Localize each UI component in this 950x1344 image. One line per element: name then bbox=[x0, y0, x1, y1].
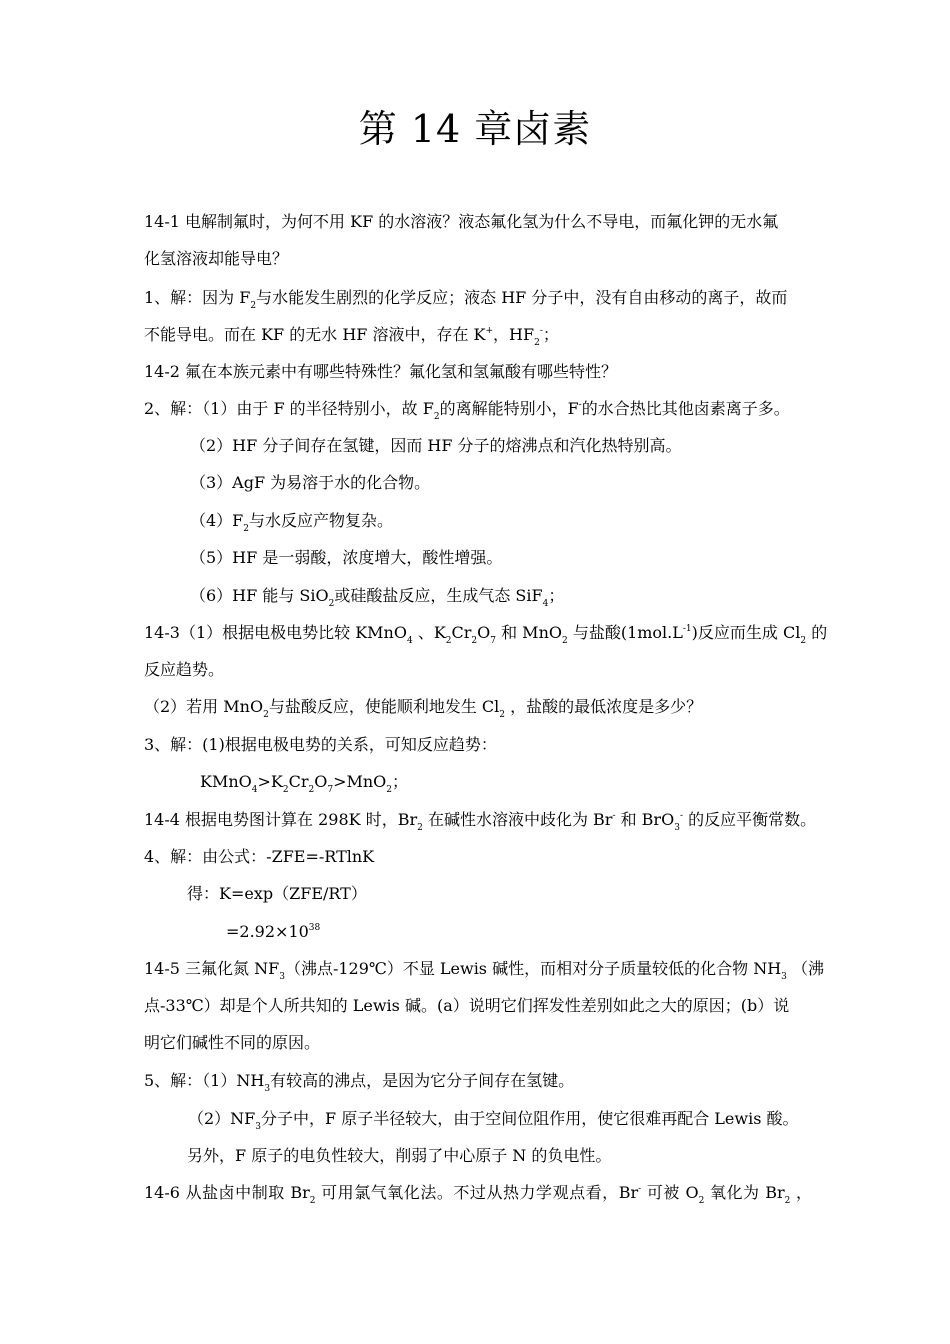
question-14-4: 14-4 根据电势图计算在 298K 时，$Br_2$ 在碱性水溶液中歧化为 Br- 和 BrO$_3$- 的反应平衡常数。 bbox=[144, 810, 817, 833]
answer-5-line-2: $(2)NF_3$分子中，F 原子半径较大，由于空间位阻作用，使它很难再配合 Lewis 酸。 bbox=[188, 1109, 799, 1132]
question-14-3-part-2: （2）若用 MnO$_2$与盐酸反应，使能顺利地发生 $Cl_2$ ，盐酸的最低浓度是多少？ bbox=[144, 697, 703, 720]
answer-2-item-3: （3）AgF 为易溶于水的化合物。 bbox=[190, 473, 431, 492]
answer-1-line-2: 不能导电。而在 KF 的无水 HF 溶液中，存在 K+，$HF_2^-$； bbox=[144, 325, 559, 348]
question-14-5-line-2: 点-33℃）却是个人所共知的 Lewis 碱。(a）说明它们挥发性差别如此之大的原因；(b）说 bbox=[144, 996, 790, 1015]
answer-3-line-1: 3、解：(1)根据电极电势的关系，可知反应趋势： bbox=[144, 735, 497, 754]
answer-5-line-3: 另外，F 原子的电负性较大，削弱了中心原子 N 的负电性。 bbox=[187, 1146, 612, 1165]
answer-2-item-6: （6）HF 能与 SiO$_2$或硅酸盐反应，生成气态 SiF$_4$； bbox=[190, 586, 565, 609]
question-14-2: 14-2 氟在本族元素中有哪些特殊性？氟化氢和氢氟酸有哪些特性？ bbox=[144, 362, 618, 381]
answer-4-line-3: $=2.92\times 10^{38}$ bbox=[226, 922, 321, 941]
answer-2-line-1: 2、解：（1）由于 F 的半径特别小，故 $F_2$的离解能特别小，F-的水合热比其他卤素离子多。 bbox=[144, 399, 790, 422]
chapter-title: 第 14 章卤素 bbox=[358, 107, 592, 151]
question-14-1-line-2: 化氢溶液却能导电？ bbox=[144, 249, 289, 268]
question-14-6-line-1: 14-6 从盐卤中制取 $Br_2$ 可用氯气氧化法。不过从热力学观点看，Br- 可被 $O_2$ 氧化为 $Br_2$ ， bbox=[144, 1183, 812, 1206]
question-14-3-line-2: 反应趋势。 bbox=[144, 660, 225, 679]
answer-2-item-2: （2）HF 分子间存在氢键，因而 HF 分子的熔沸点和汽化热特别高。 bbox=[190, 436, 682, 455]
answer-2-item-5: （5）HF 是一弱酸，浓度增大，酸性增强。 bbox=[190, 548, 503, 567]
answer-5-line-1: 5、解：$(1)NH_3$有较高的沸点，是因为它分子间存在氢键。 bbox=[144, 1071, 575, 1094]
question-14-1-line-1: 14-1 电解制氟时，为何不用 KF 的水溶液？液态氟化氢为什么不导电，而氟化钾的无水氟 bbox=[144, 212, 779, 231]
question-14-5-line-3: 明它们碱性不同的原因。 bbox=[144, 1033, 321, 1052]
question-14-5-line-1: 14-5 三氟化氮 $NF_3$（沸点-129℃）不显 Lewis 碱性，而相对分子质量较低的化合物 $NH_3$ （沸 bbox=[144, 959, 824, 982]
answer-4-line-1: 4、解：由公式：-ZFE=-RTlnK bbox=[144, 847, 375, 866]
answer-1-line-1: 1、解：因为 $F_2$与水能发生剧烈的化学反应；液态 HF 分子中，没有自由移动的离子，故而 bbox=[144, 288, 788, 311]
question-14-3-line-1: 14-3（1）根据电极电势比较 KMnO$_4$ 、$K_2Cr_2O_7$ 和 MnO$_2$ 与盐酸$(1mol.L^{-1})$反应而生成 $Cl_2$ 的 bbox=[144, 623, 828, 646]
answer-3-line-2: $KMnO_4>K_2Cr_2O_7>MnO_2$； bbox=[200, 772, 409, 795]
answer-2-item-4: $(4)F_2$与水反应产物复杂。 bbox=[190, 511, 394, 534]
answer-4-line-2: 得：K=exp（ZFE/RT） bbox=[187, 884, 367, 903]
